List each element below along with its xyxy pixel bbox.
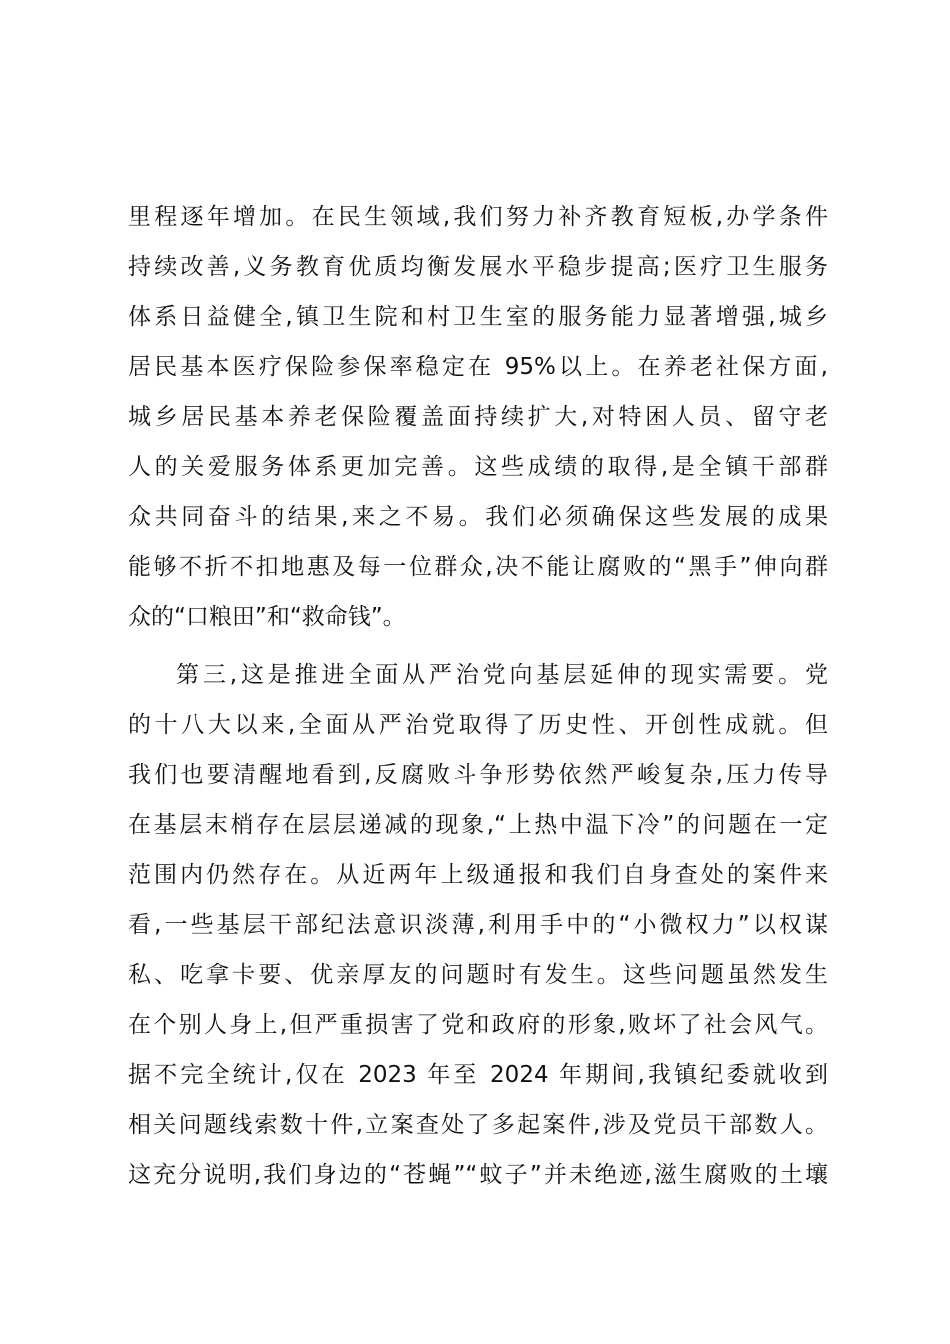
text-line: 人的关爱服务体系更加完善。这些成绩的取得,是全镇干部群 [128, 454, 828, 480]
text-line: 体系日益健全,镇卫生院和村卫生室的服务能力显著增强,城乡 [128, 304, 828, 330]
text-line: 能够不折不扣地惠及每一位群众,决不能让腐败的“黑手”伸向群 [128, 554, 828, 580]
text-line: 第三,这是推进全面从严治党向基层延伸的现实需要。党 [176, 662, 828, 688]
text-line: 居民基本医疗保险参保率稳定在 95%以上。在养老社保方面, [128, 354, 828, 380]
text-line: 众的“口粮田”和“救命钱”。 [128, 604, 406, 630]
text-line: 相关问题线索数十件,立案查处了多起案件,涉及党员干部数人。 [128, 1112, 828, 1138]
paragraph-third-point [128, 650, 828, 1200]
text-line: 持续改善,义务教育优质均衡发展水平稳步提高;医疗卫生服务 [128, 254, 828, 280]
text-line: 这充分说明,我们身边的“苍蝇”“蚊子”并未绝迹,滋生腐败的土壤 [128, 1162, 828, 1188]
text-line: 在个别人身上,但严重损害了党和政府的形象,败坏了社会风气。 [128, 1012, 828, 1038]
text-line: 我们也要清醒地看到,反腐败斗争形势依然严峻复杂,压力传导 [128, 762, 828, 788]
text-line: 的十八大以来,全面从严治党取得了历史性、开创性成就。但 [128, 712, 828, 738]
text-line: 据不完全统计,仅在 2023 年至 2024 年期间,我镇纪委就收到 [128, 1062, 828, 1088]
paragraph-livelihood [128, 192, 828, 642]
text-line: 众共同奋斗的结果,来之不易。我们必须确保这些发展的成果 [128, 504, 828, 530]
text-line: 看,一些基层干部纪法意识淡薄,利用手中的“小微权力”以权谋 [128, 912, 828, 938]
paragraph-spacer [128, 642, 828, 650]
text-line: 在基层末梢存在层层递减的现象,“上热中温下冷”的问题在一定 [128, 812, 828, 838]
text-line: 里程逐年增加。在民生领域,我们努力补齐教育短板,办学条件 [128, 204, 828, 230]
text-line: 私、吃拿卡要、优亲厚友的问题时有发生。这些问题虽然发生 [128, 962, 828, 988]
text-line: 范围内仍然存在。从近两年上级通报和我们自身查处的案件来 [128, 862, 828, 888]
document-body [128, 192, 828, 1200]
text-line: 城乡居民基本养老保险覆盖面持续扩大,对特困人员、留守老 [128, 404, 828, 430]
